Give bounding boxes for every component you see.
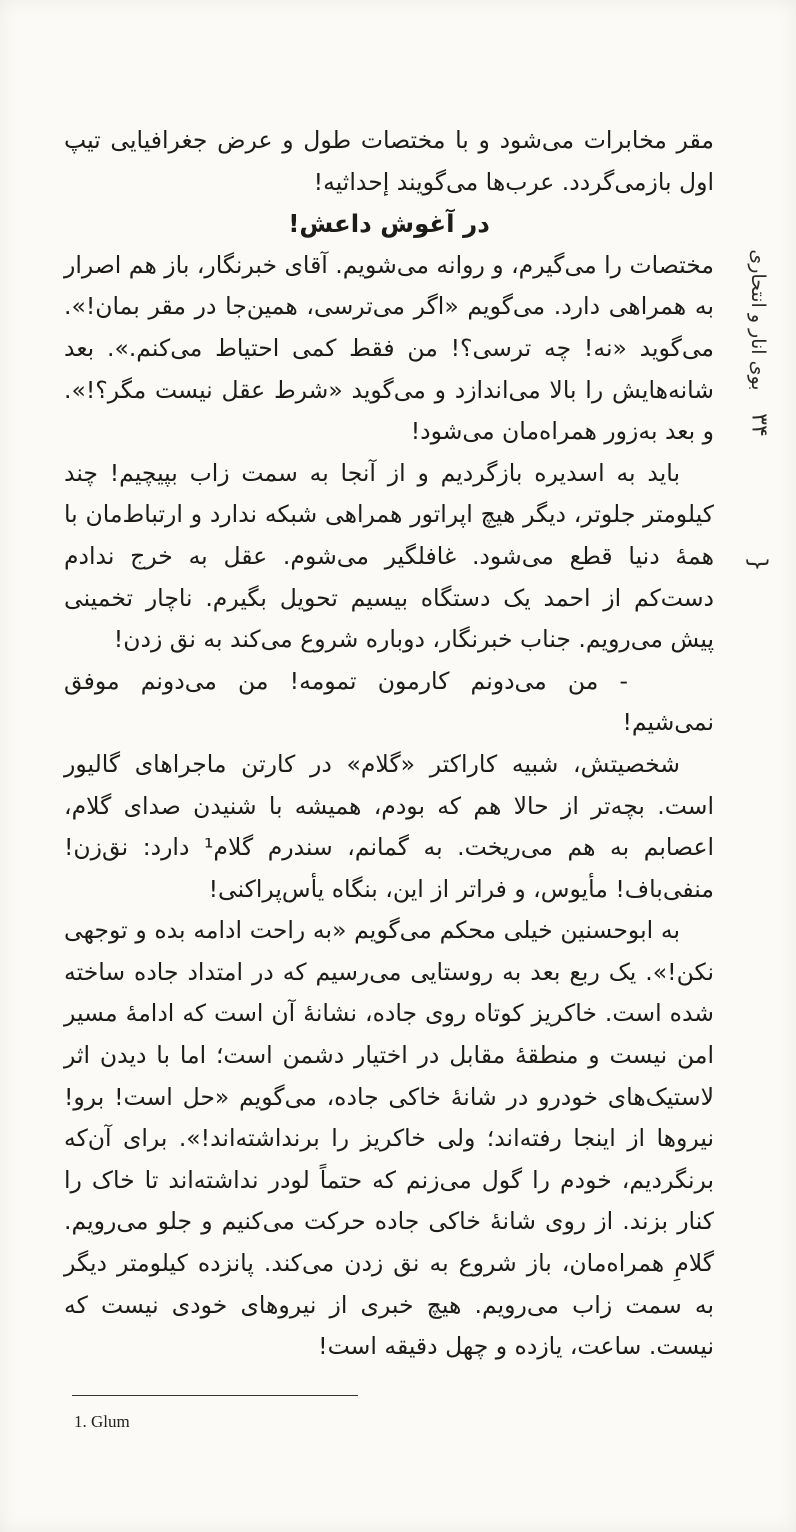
paragraph: باید به اسدیره بازگردیم و از آنجا به سمت زاب بپیچیم! چند کیلومتر جلوتر، دیگر هیچ اپراتور همراهی شبکه ندارد و ارتباط‌مان با همهٔ دنیا قطع می‌شود. غافلگیر می‌شوم. عقل به خرج ندادم دست‌کم از احمد یک دستگاه بیسیم تحویل بگیرم. ناچار تخمینی پیش می‌رویم. جناب خبرنگار، دوباره شروع می‌کند به نق زدن! (64, 458, 714, 654)
paragraph: شخصیتش، شبیه کاراکتر «گلام» در کارتن ماجراهای گالیور است. بچه‌تر از حالا هم که بودم، همیشه با شنیدن صدای گلام، اعصابم به هم می‌ریخت. به گمانم، سندرم گلام¹ دارد: نق‌زن! منفی‌باف! مأیوس، و فراتر از این، بنگاه یأس‌پراکنی! (64, 749, 714, 903)
page-number (734, 395, 784, 455)
page-number-text: ۳۴ (746, 413, 772, 437)
footnote: 1. Glum (74, 1412, 130, 1431)
section-heading: در آغوش داعش! (288, 209, 490, 239)
brace-separator: { (744, 556, 772, 572)
paragraph: به ابوحسنین خیلی محکم می‌گویم «به راحت ادامه بده و توجهی نکن!». یک ربع بعد به روستایی می‌رسیم که در امتداد جاده ساخته شده است. خاکریز کوتاه روی جاده، نشانهٔ آن است که ادامهٔ مسیر امن نیست و منطقهٔ مقابل در اختیار دشمن است؛ اما با دیدن اثر لاستیک‌های خودرو در شانهٔ خاکی جاده، می‌گویم «حل است! برو! نیروها از اینجا رفته‌اند؛ ولی خاکریز را برنداشته‌اند!». برای آن‌که برنگردیم، خودم را گول می‌زنم که حتماً لودر نداشته‌اند تا خاک را کنار بزند. از روی شانهٔ خاکی جاده حرکت می‌کنیم و جلو می‌رویم. گلامِ همراه‌مان، باز شروع به نق زدن می‌کند. پانزده کیلومتر دیگر به سمت زاب می‌رویم. هیچ خبری از نیروهای خودی نیست که نیست. ساعت، یازده و چهل دقیقه است! (64, 916, 714, 1361)
dialogue-line: - من می‌دونم کارمون تمومه! من می‌دونم موفق نمی‌شیم! (64, 666, 714, 737)
main-text (64, 120, 714, 1368)
footnote-divider (72, 1395, 358, 1396)
book-title: بوی انار و انتحاری (747, 249, 769, 391)
paragraph: مقر مخابرات می‌شود و با مختصات طول و عرض جغرافیایی تیپ اول بازمی‌گردد. عرب‌ها می‌گویند إحداثیه! (64, 126, 714, 196)
paragraph: مختصات را می‌گیرم، و روانه می‌شویم. آقای خبرنگار، باز هم اصرار به همراهی دارد. می‌گویم «اگر می‌ترسی، همین‌جا در مقر بمان!». می‌گوید «نه! چه ترسی؟! من فقط کمی احتیاط می‌کنم.». بعد شانه‌هایش را بالا می‌اندازد و می‌گوید «شرط عقل نیست مگر؟!». و بعد به‌زور همراه‌مان می‌شود! (64, 250, 714, 446)
